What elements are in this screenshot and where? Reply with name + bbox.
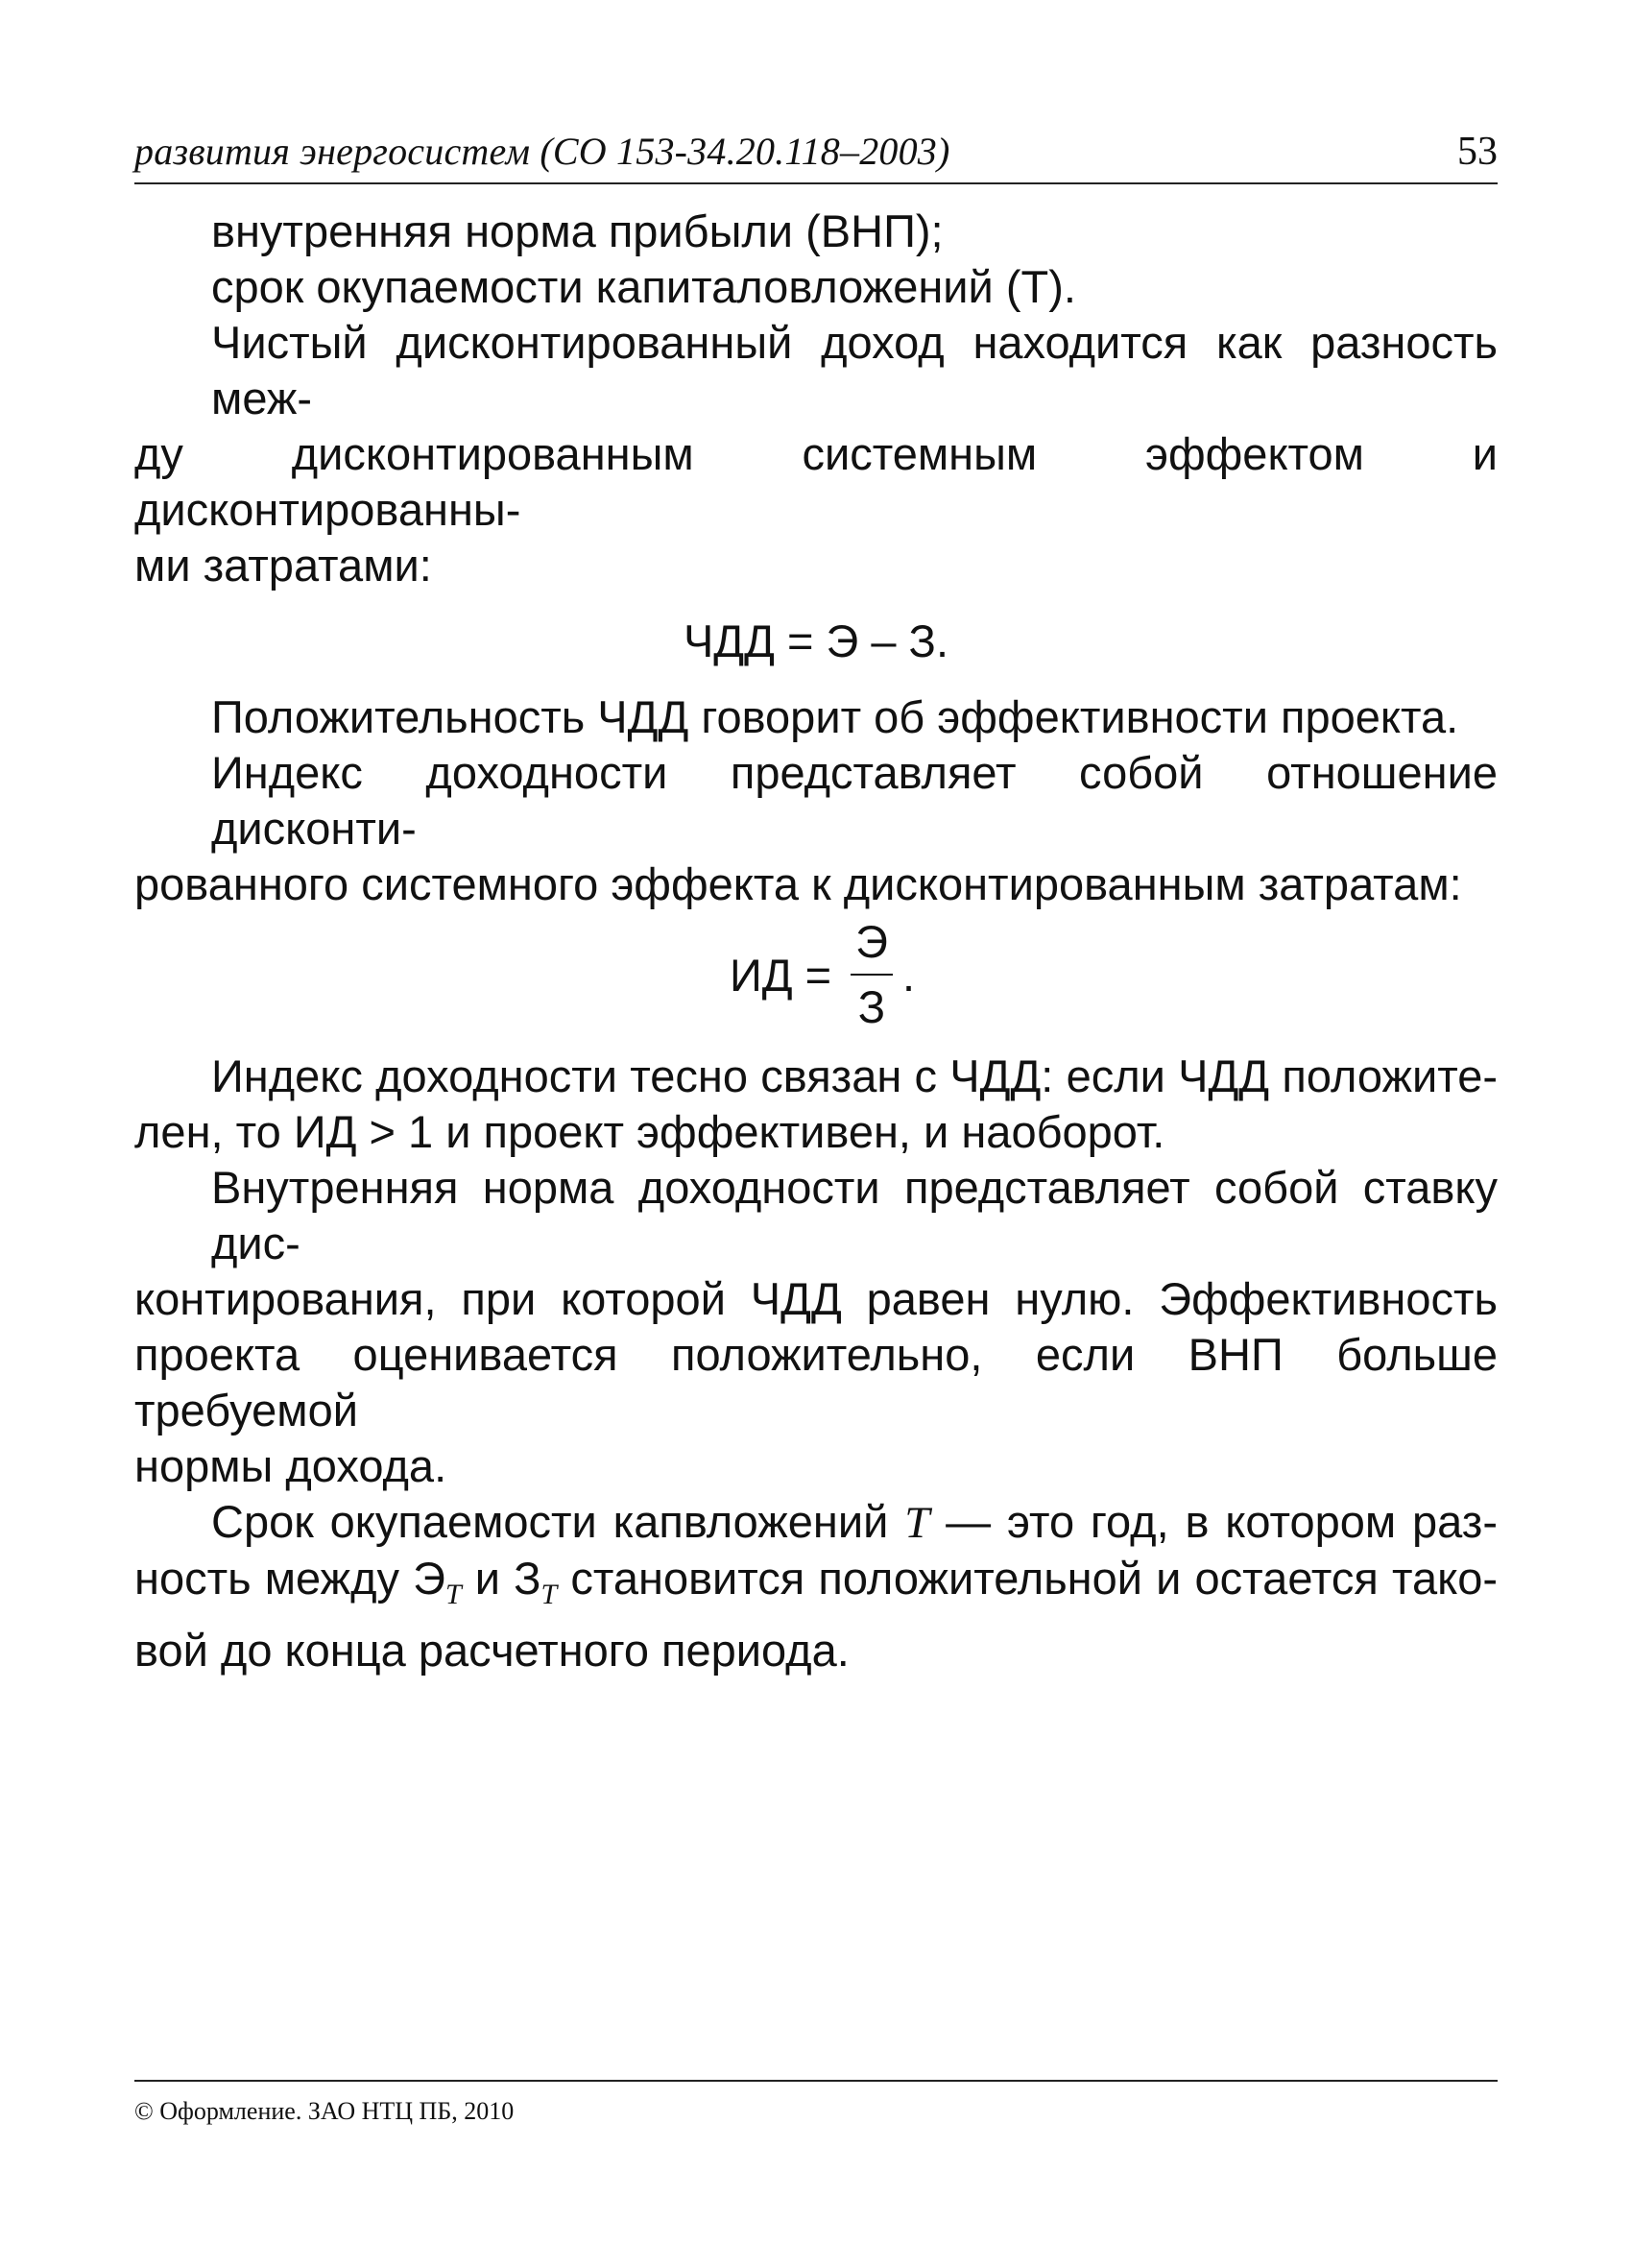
paragraph-id-definition: Индекс доходности представляет собой отношение дисконти- рованного системного эффекта к дисконтированным затратам: xyxy=(134,747,1498,909)
page-number: 53 xyxy=(1457,130,1498,174)
body-text xyxy=(134,204,1498,1678)
list-item-vnp: внутренняя норма прибыли (ВНП); xyxy=(211,205,944,256)
list-item-payback: срок окупаемости капиталовложений (Т). xyxy=(211,261,1076,312)
fraction-numerator: Э xyxy=(855,916,888,967)
running-title: развития энергосистем (СО 153-34.20.118–2003) xyxy=(134,130,950,173)
fraction-denominator: З xyxy=(857,981,886,1032)
footer-rule xyxy=(134,2080,1498,2082)
formula-id xyxy=(134,914,1498,1039)
paragraph-chdd-definition: Чистый дисконтированный доход находится как разность меж- ду дисконтированным системным эффектом и дисконтированны- ми затратами: xyxy=(134,317,1498,591)
paragraph-id-relation: Индекс доходности тесно связан с ЧДД: если ЧДД положите- лен, то ИД > 1 и проект эффективен, и наоборот. xyxy=(134,1050,1498,1157)
formula-id-period: . xyxy=(902,950,916,1001)
paragraph-vnd: Внутренняя норма доходности представляет собой ставку дис- контирования, при которой ЧДД равен нулю. Эффективность проекта оценивается положительно, если ВНП больше требуемой нормы дохода. xyxy=(134,1162,1498,1491)
page-header xyxy=(134,123,1498,184)
formula-id-lhs: ИД = xyxy=(730,950,832,1001)
formula-chdd: ЧДД = Э – З. xyxy=(683,615,949,666)
formula-id-fraction xyxy=(845,914,899,1035)
paragraph-chdd-positive: Положительность ЧДД говорит об эффективности проекта. xyxy=(211,691,1459,742)
fraction-bar xyxy=(851,974,893,976)
paragraph-payback: Срок окупаемости капвложений Т — это год, в котором раз- ность между $Э_T$ и $З_T$ становится положительной и остается тако- вой до конца расчетного периода. xyxy=(134,1496,1498,1676)
footer-copyright: © Оформление. ЗАО НТЦ ПБ, 2010 xyxy=(134,2097,515,2125)
